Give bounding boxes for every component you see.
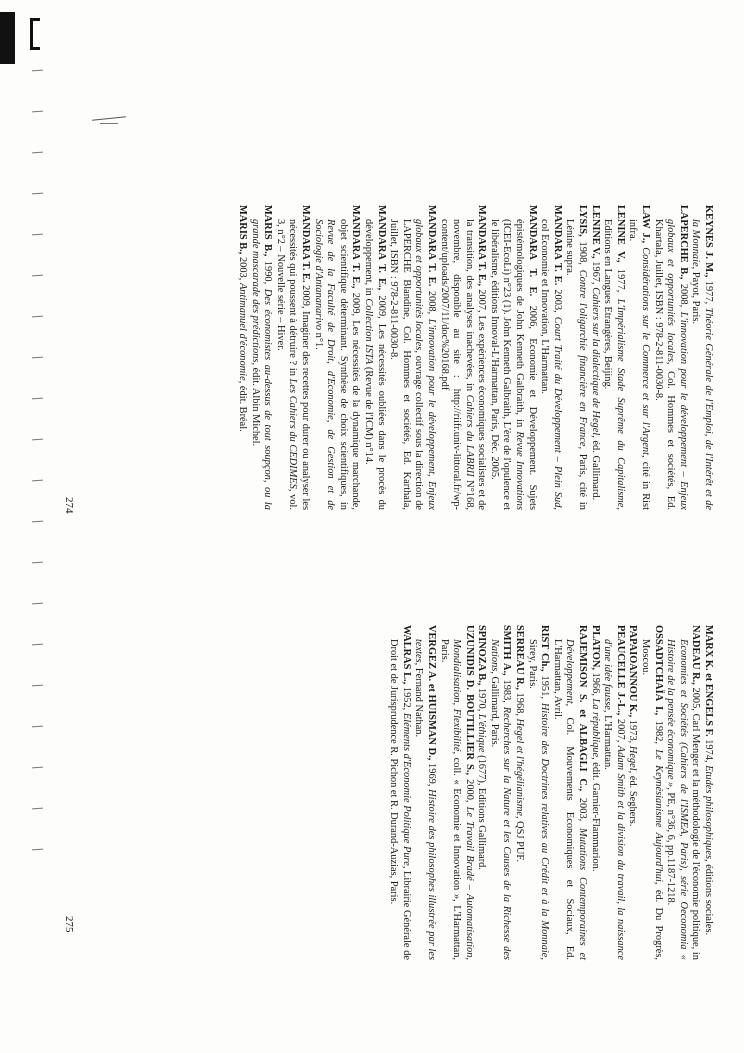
- entry-author: LENINE V.,: [614, 205, 626, 263]
- entry-publisher: N°168, novembre, disponible au site : http://riifr.univ-littoral.fr/wp-content/uploads/2007/11/doc%20168.pdf: [438, 219, 475, 510]
- bibliography-entry: [626, 205, 651, 510]
- page-275: [254, 625, 714, 960]
- bibliography-left: [235, 205, 714, 510]
- entry-publisher: , édit. Albin Michel.: [249, 362, 261, 447]
- entry-title: L'innovation pour le développement – Enjeux globaux et opportunités locales: [665, 219, 689, 511]
- entry-author: SPINOZA B.,: [476, 625, 488, 686]
- entry-title: Les Cahiers du CEDIMES: [287, 378, 299, 489]
- entry-title: L'Impérialisme Stade Suprême du Capitalisme: [614, 298, 626, 508]
- entry-title: Le Travail Bradé – Automatisation, Mondialisation, Flexibilité: [451, 639, 475, 961]
- entry-title: La république: [589, 698, 601, 758]
- entry-title: Le Keynésianisme Aujourd'hui: [652, 749, 664, 882]
- entry-title: Economies et Sociétés (Cahiers de l'ISMEA, Paris), série Oeconomia « Histoire de la pensée économique »: [665, 639, 689, 960]
- entry-details: 1977,: [703, 277, 714, 308]
- entry-publisher: , Librairie Générale de Droit et de Jurisprudence R. Pichon et R. Durand-Auzias, Paris.: [388, 639, 412, 960]
- entry-publisher: , QSJ PUF.: [514, 815, 526, 862]
- entry-publisher: , ouvrage collectif sous la direction de LAPERCHE Blandine, Col. Hommes et sociétés, Ed. Karthala, Juillet, ISBN : 978-2-811-0030-8.: [388, 219, 425, 511]
- bibliography-entry: [689, 205, 714, 510]
- entry-author: LAPERCHE B.,: [677, 205, 689, 280]
- entry-publisher: , coll. « Economie et Innovation », L'Harmattan, Paris.: [438, 639, 463, 960]
- entry-author: OSSADTCHAÏA I.,: [652, 625, 664, 716]
- entry-author: MARX K. et ENGELS F.: [703, 625, 714, 737]
- entry-publisher: , PE, n°36, 6, pp.1187-1218.: [665, 787, 677, 906]
- entry-details: 2009, Les nécessités de la dynamique marchande, objet scientifique déterminant. Synthèse de choix scientifiques, in: [337, 219, 362, 510]
- bibliography-entry: [437, 625, 475, 960]
- entry-publisher: , éditions sociales.: [703, 859, 714, 936]
- entry-author: MANDARA T. E.,: [476, 205, 488, 287]
- entry-publisher: (1677), Editions Gallimard.: [476, 752, 488, 870]
- entry-title: Etudes philosophiques: [703, 765, 714, 859]
- entry-title: Collection ISTA: [362, 298, 374, 365]
- entry-author: PLATON,: [589, 625, 601, 670]
- entry-details: 2009, Imaginer des recettes pour durer ou analyser les nécessités qui poussent à détruire ? in: [287, 219, 311, 510]
- entry-author: NADEAU R.,: [690, 625, 702, 685]
- entry-publisher: , Payot, Paris.: [690, 266, 702, 325]
- entry-details: 1951,: [539, 671, 551, 703]
- entry-details: 2008,: [425, 286, 437, 319]
- bibliography-entry: [638, 625, 663, 960]
- bibliography-entry: [626, 625, 639, 960]
- entry-publisher: , Fernand Nathan.: [413, 662, 425, 738]
- entry-details: 2007,: [614, 715, 626, 746]
- entry-publisher: , L'Harmattan.: [602, 709, 614, 770]
- bibliography-entry: [525, 625, 550, 960]
- entry-title: Court Traité du Développement – Plein Sud: [551, 316, 563, 508]
- bibliography-entry: [601, 205, 626, 510]
- entry-details: 1974,: [703, 736, 714, 766]
- entry-publisher: , édit. Garnier-Flammarion.: [589, 757, 601, 872]
- entry-title: Hegel et l'hégélianisme: [514, 718, 526, 816]
- entry-author: RAJEMISON S. et ALBAGLI C.,: [577, 625, 589, 792]
- bibliography-right: [387, 625, 714, 960]
- bibliography-entry: [538, 205, 563, 510]
- entry-title: Adam Smith et la division du travail, la naissance d'une idée fausse: [602, 639, 626, 960]
- entry-publisher: n°1.: [312, 330, 324, 350]
- pen-scribble: [100, 123, 118, 124]
- page-274: [114, 205, 714, 510]
- entry-publisher: , col Economie et Innovation, L'Harmattan.: [539, 219, 563, 511]
- entry-publisher: , Editions en Langues Etrangères, Beijing.: [602, 219, 626, 510]
- bibliography-entry: [311, 205, 361, 510]
- entry-details: 1969,: [425, 760, 437, 790]
- entry-title: Antimanuel d'économie: [237, 282, 249, 381]
- entry-title: Hegel: [627, 745, 639, 771]
- entry-author: MANDARA T. E.: [526, 205, 538, 297]
- entry-title: Eléments d'Economie Politique Pure: [400, 712, 412, 866]
- entry-publisher: (Revue de l'ICM) n°14.: [362, 364, 374, 465]
- entry-details: 1966,: [589, 669, 601, 699]
- entry-title: Histoire des philosophes illustrée par les textes: [413, 639, 437, 961]
- entry-publisher: , Gallimard, Paris.: [488, 671, 500, 748]
- margin-ticks: [32, 70, 46, 1020]
- entry-title: Recherches sur la Nature et les Causes de la Richesse des Nations: [488, 639, 513, 960]
- entry-author: MANDARA T. E.: [300, 205, 311, 283]
- entry-author: SMITH A.,: [501, 625, 513, 676]
- entry-author: MARIS B.,: [237, 205, 249, 255]
- bibliography-entry: [563, 205, 588, 510]
- entry-author: LYSIS,: [577, 205, 589, 237]
- bibliography-entry: [273, 205, 311, 510]
- bibliography-entry: [651, 205, 689, 510]
- page-number-left: 274: [63, 497, 75, 514]
- entry-title: L'éthique: [476, 713, 488, 753]
- bibliography-entry: [588, 625, 601, 960]
- entry-details: 1973,: [627, 717, 639, 746]
- entry-title: Des économistes au-dessus de tout soupçon, ou la grande mascarade des prédictions: [249, 219, 274, 510]
- entry-title: Mutations Contemporaines et Développement: [564, 639, 589, 960]
- entry-details: 1968,: [514, 689, 526, 719]
- bibliography-entry: [235, 205, 248, 510]
- bibliography-entry: [387, 205, 437, 510]
- entry-author: PAPAIOANNOU K.,: [627, 625, 639, 718]
- bibliography-entry: [601, 625, 626, 960]
- entry-title: Théorie Générale de l'Emploi, de l'Intérêt et de la Monnaie: [690, 219, 714, 510]
- bibliography-entry: [475, 625, 488, 960]
- pen-scribble: [92, 116, 126, 121]
- entry-author: VERGEZ A. et HUISMAN D.,: [425, 625, 437, 761]
- scan-edge-bar: [0, 12, 15, 64]
- entry-details: 1908,: [577, 236, 589, 270]
- entry-author: KEYNES J. M.,: [703, 205, 714, 278]
- bibliography-entry: [487, 205, 537, 510]
- entry-publisher: , Sirey, Paris.: [526, 639, 551, 961]
- entry-author: UZUNIDIS D. BOUTILLIER S.,: [463, 625, 475, 776]
- entry-title: Cahiers sur la dialectique de Hegel: [589, 287, 601, 436]
- entry-details: 2003,: [577, 791, 589, 829]
- entry-details: 1967,: [589, 258, 601, 288]
- bibliography-entry: [412, 625, 437, 960]
- entry-publisher: , éd. Seghers.: [627, 770, 639, 827]
- entry-title: Considérations sur le Commerce et sur l'Argent: [640, 247, 652, 456]
- entry-author: MANDARA T. E.: [425, 205, 437, 287]
- entry-title: L'innovation pour le développement, Enjeux globaux et opportunités locales: [413, 219, 437, 510]
- entry-details: 1970,: [476, 685, 488, 714]
- bibliography-entry: [588, 205, 601, 510]
- entry-title: Cahiers du LABRII: [463, 394, 475, 477]
- entry-publisher: , éd. Gallimard.: [589, 435, 601, 501]
- bibliography-entry: [487, 625, 512, 960]
- bibliography-entry: [437, 205, 487, 510]
- entry-title: Revue Innovations: [514, 431, 526, 510]
- entry-author: LENINE V.,: [589, 205, 601, 259]
- entry-details: 2003,: [551, 285, 563, 317]
- entry-details: 1983,: [501, 675, 513, 707]
- entry-publisher: , éd. Du Progrès, Moscou.: [640, 639, 664, 961]
- entry-details: 1977,: [614, 262, 626, 299]
- bibliography-entry: [248, 205, 273, 510]
- entry-publisher: , vol. 3, n°2 – Nouvelle série – Hiver.: [274, 219, 299, 511]
- entry-details: 2003,: [237, 254, 249, 283]
- entry-author: RIST Ch.,: [539, 625, 551, 672]
- entry-publisher: , Col. Mouvements Economiques et Sociaux, Ed. L'Harmattan, Avril.: [551, 639, 576, 960]
- bibliography-entry: [701, 625, 714, 960]
- entry-author: SERREAU R.,: [514, 625, 526, 690]
- entry-details: 1982,: [652, 715, 664, 750]
- entry-publisher: (ICEI-EcoLi) n°23 (1). John Kenneth Galbraith, L'ère de l'opulence et le libéralisme, éditions Innoval-L'Harmattan, Paris, Déc. 2005.: [488, 219, 513, 510]
- entry-title: Revue de la Faculté de Droit, d'Economie, de Gestion et de Sociologie d'Antananarivo: [312, 219, 337, 510]
- entry-details: 2009, Les nécessités oubliées dans le procès du développement, in: [362, 219, 387, 511]
- entry-publisher: , Paris, cité in Lénine supra.: [564, 219, 589, 510]
- entry-publisher: , Col. Hommes et sociétés, Ed. Khartala, Juillet, ISBN : 978-2-811-0030-8.: [652, 219, 677, 510]
- bibliography-entry: [513, 625, 526, 960]
- entry-details: 2005, Carl Menger et la méthodologie de l'économie politique, in: [690, 684, 702, 960]
- bibliography-entry: [664, 625, 702, 960]
- entry-title: Contre l'oligarchie financière en France: [577, 269, 589, 447]
- entry-details: 1990,: [262, 256, 274, 289]
- entry-author: MARIS B.,: [262, 205, 274, 257]
- entry-details: 2007, Les expériences économiques socialistes et de la transition, des analyses inachevées, in: [463, 219, 488, 510]
- entry-publisher: , édit. Bréal.: [237, 380, 249, 432]
- entry-details: 1952,: [400, 684, 412, 713]
- bibliography-entry: [387, 625, 412, 960]
- entry-details: 2008,: [677, 279, 689, 312]
- entry-author: LAW J.,: [640, 205, 652, 244]
- entry-author: PEAUCELLE J.-L.,: [614, 625, 626, 716]
- entry-details: 2006, Economie et Développement. Sujets épistémologiques de John Kenneth Galbraith, in: [514, 219, 538, 510]
- entry-author: MANDARA T. E.: [551, 205, 563, 286]
- entry-author: WALRAS L.,: [400, 625, 412, 685]
- page-number-right: 275: [63, 916, 75, 933]
- entry-author: MANDARA T. E.,: [350, 205, 362, 289]
- entry-publisher: , cité in Rist infra.: [627, 219, 652, 510]
- entry-details: 2000,: [463, 775, 475, 807]
- bibliography-entry: [361, 205, 386, 510]
- bibliography-entry: [550, 625, 588, 960]
- entry-author: MANDARA T. E.,: [375, 205, 387, 291]
- entry-title: Histoire des Doctrines relatives au Crédit et à la Monnaie: [539, 702, 551, 958]
- bracket-mark: [30, 18, 40, 50]
